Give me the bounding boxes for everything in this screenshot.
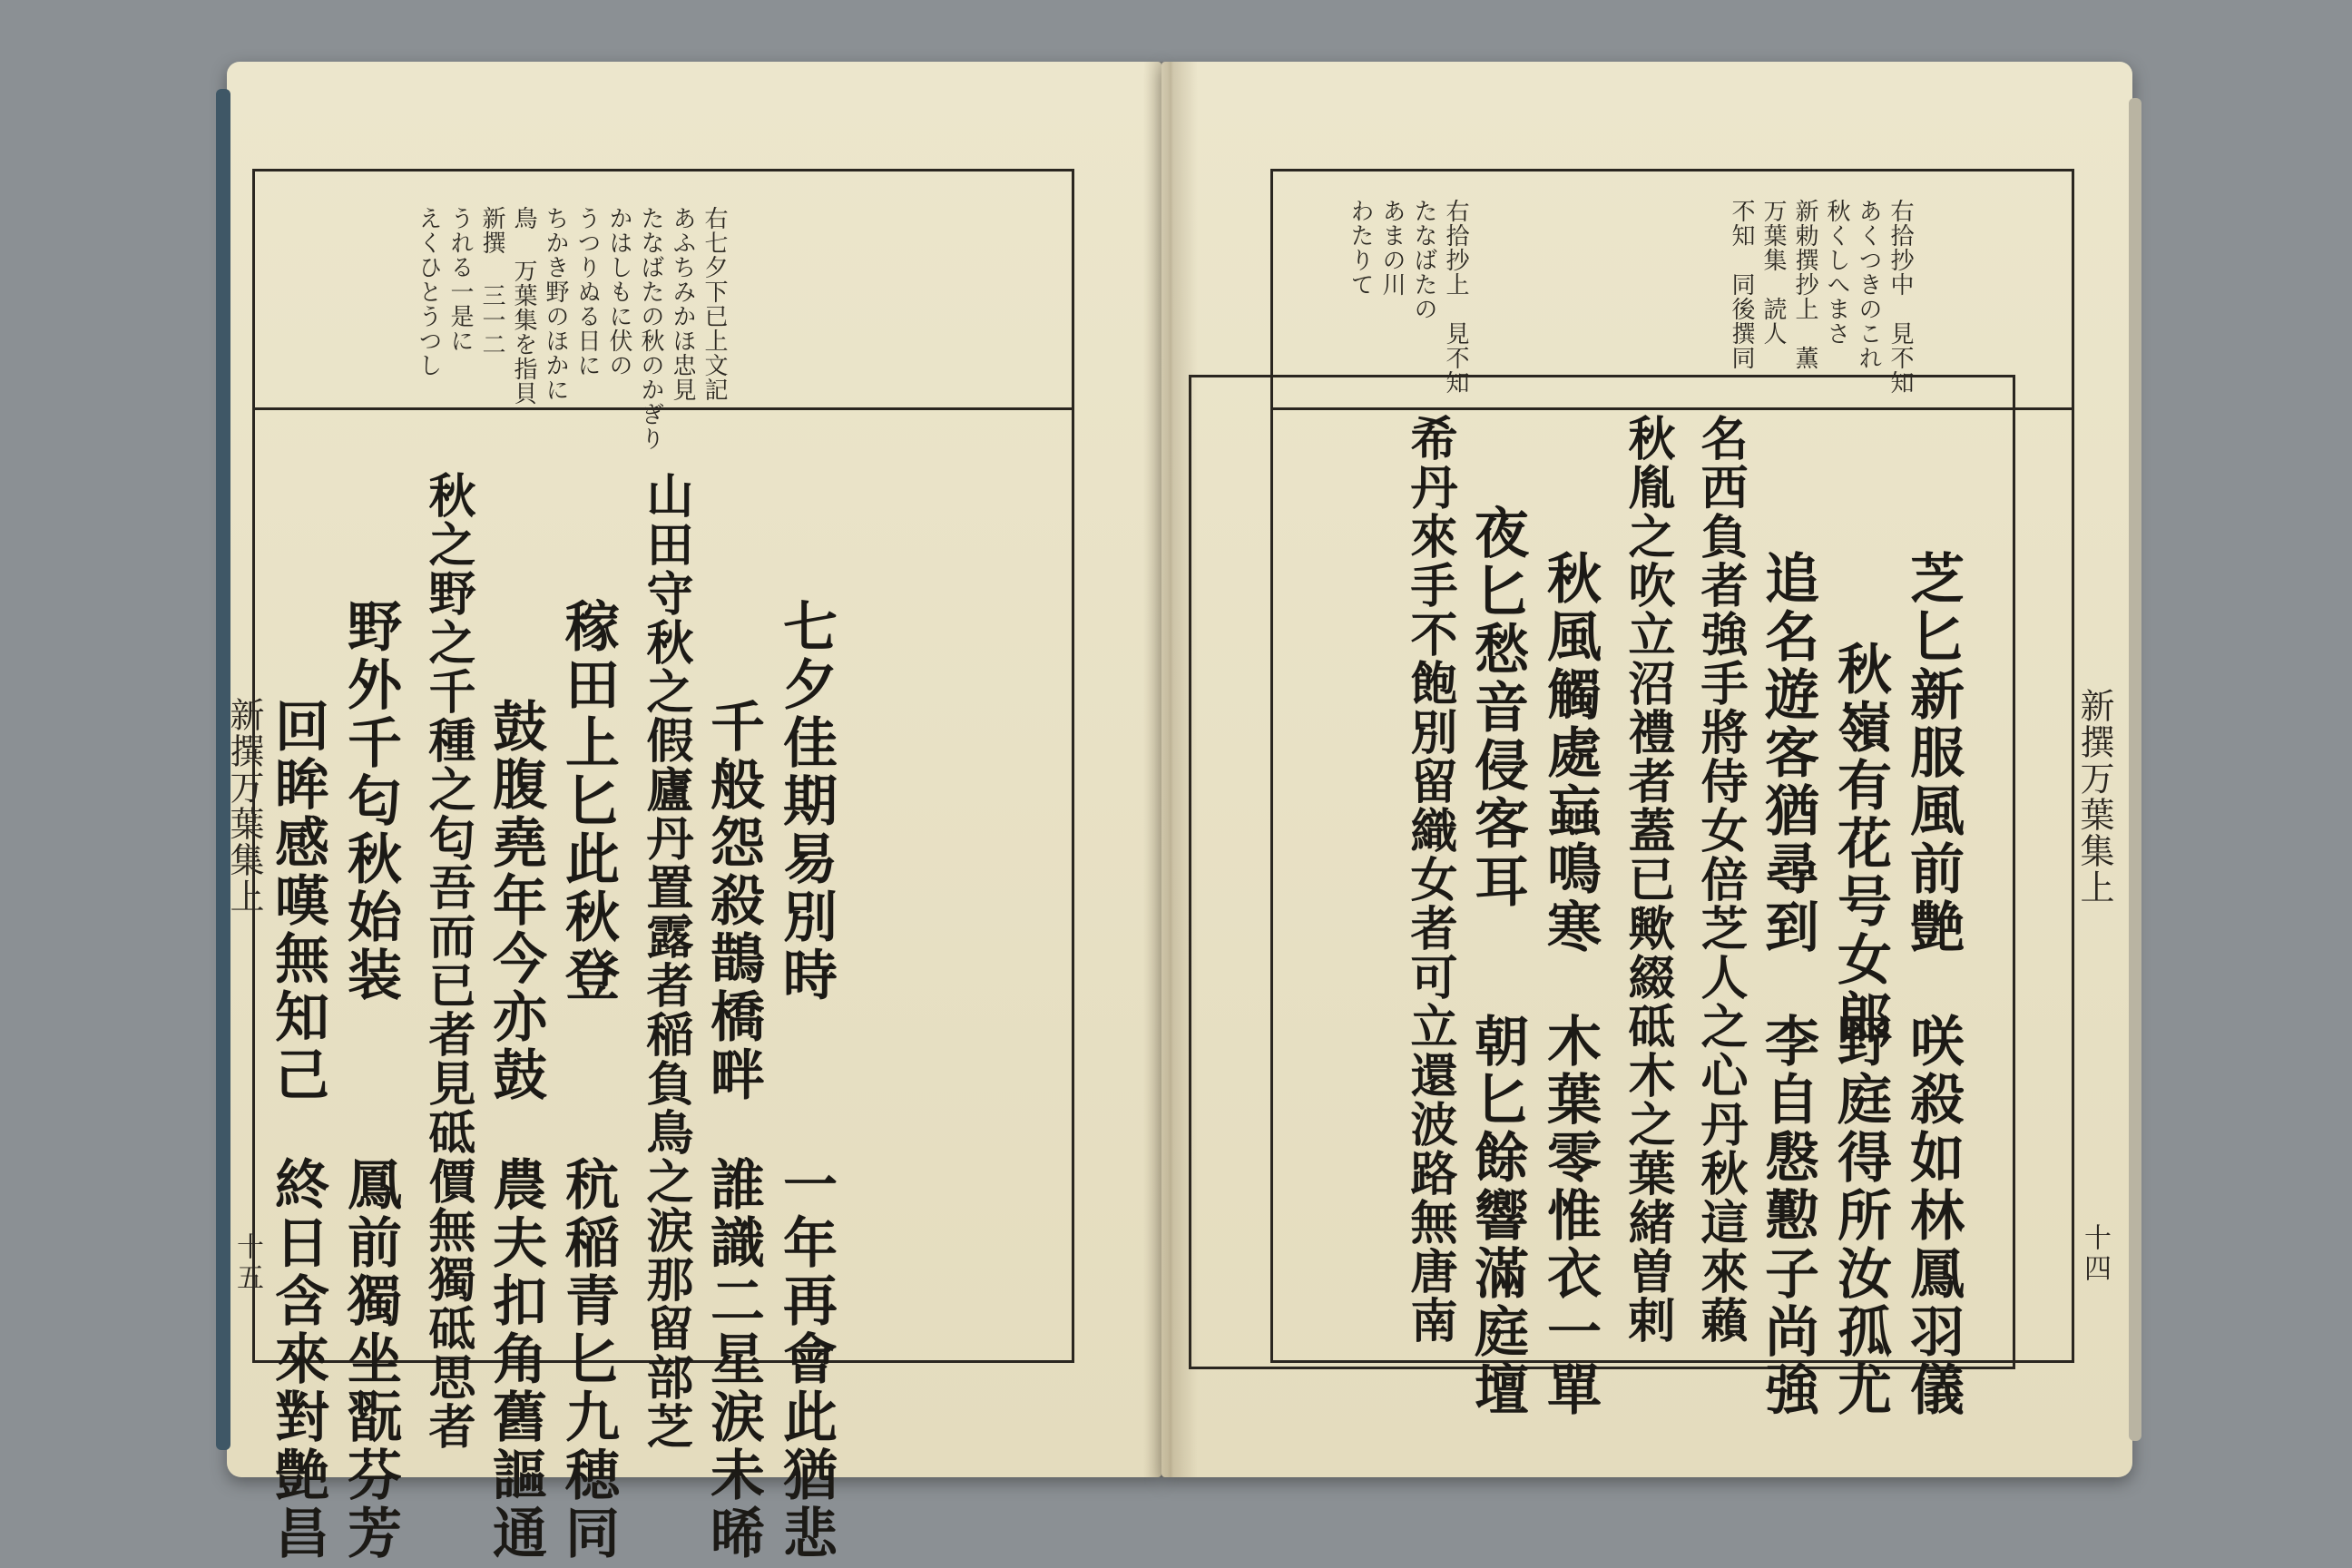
poem-column-couplet: 農夫扣角舊謳通 bbox=[484, 1156, 547, 1563]
right-page bbox=[1161, 62, 2132, 1477]
headnote-line: あくつきのこれ bbox=[1855, 199, 1882, 370]
poem-column: 稼田上匕此秋登 bbox=[556, 598, 620, 1004]
headnote-line: 万葉集 読人 bbox=[1759, 199, 1787, 346]
headnote-line: 右拾抄上 見不知 bbox=[1442, 199, 1469, 395]
poem-column-couplet: 李自慇懃子尚強 bbox=[1756, 1013, 1819, 1419]
folio-number: 十五 bbox=[231, 1232, 263, 1294]
poem-column: 名西負者強手將侍女倍芝人之心丹秋這來藾 bbox=[1692, 414, 1748, 1345]
right-text-box bbox=[1189, 375, 2015, 1419]
left-headnote-area bbox=[255, 172, 1072, 451]
headnote-line: かはしもに伏の bbox=[605, 206, 632, 377]
poem-column: 希丹來手不飽別留織女者可立還波路無唐南 bbox=[1402, 414, 1457, 1345]
poem-column-couplet: 鳳前獨坐翫芬芳 bbox=[338, 1156, 402, 1563]
poem-column: 秋之野之千種之匂吾而已者見砥價無獨砥思者 bbox=[420, 471, 475, 1451]
poem-column-couplet: 一年再會此猶悲 bbox=[774, 1156, 838, 1563]
poem-column: 秋風觸處蝱鳴寒 bbox=[1538, 550, 1602, 956]
poem-column: 芝匕新服風前艶 bbox=[1901, 550, 1965, 956]
book-cover-edge-right bbox=[2129, 98, 2141, 1441]
poem-column-couplet: 朝匕餘響滿庭壇 bbox=[1465, 1013, 1529, 1419]
headnote-line: たなばたの bbox=[1410, 199, 1437, 321]
poem-column: 山田守秋之假廬丹置露者稲負鳥之涙那留部芝 bbox=[638, 471, 693, 1451]
book-gutter bbox=[1143, 62, 1198, 1477]
poem-column-couplet: 秔稲青匕九穂同 bbox=[556, 1156, 620, 1563]
headnote-line: うつりぬる日に bbox=[573, 206, 601, 377]
poem-column: 追名遊客猶尋到 bbox=[1756, 550, 1819, 956]
headnote-line: 秋くしへまさ bbox=[1823, 199, 1850, 346]
poem-column: 回眸感嘆無知己 bbox=[266, 698, 329, 1104]
poem-column: 野外千匂秋始装 bbox=[338, 598, 402, 1004]
left-page bbox=[224, 62, 1161, 1563]
poem-column-couplet: 終日含來對艶昌 bbox=[266, 1156, 329, 1563]
headnote-line: あふちみかほ忠見 bbox=[669, 206, 696, 402]
poem-column-couplet: 咲殺如林鳳羽儀 bbox=[1901, 1013, 1965, 1419]
headnote-line: 新勅撰抄上 薫 bbox=[1791, 199, 1818, 370]
margin-title: 新撰万葉集上 bbox=[2074, 688, 2114, 906]
headnote-line: えくひとうつし bbox=[415, 206, 442, 377]
headnote-line: 鳥 万葉集を指貝 bbox=[510, 206, 537, 406]
margin-title: 新撰万葉集上 bbox=[224, 697, 264, 915]
headnote-line: たなばたの秋のかぎり bbox=[637, 206, 664, 451]
poem-column: 七夕佳期易別時 bbox=[774, 598, 838, 1004]
poem-column: 鼓腹堯年今亦鼓 bbox=[484, 698, 547, 1104]
poem-column: 千般怨殺鵲橋畔 bbox=[701, 698, 765, 1104]
folio-number: 十四 bbox=[2079, 1223, 2111, 1285]
headnote-line: ちかき野のほかに bbox=[542, 206, 569, 402]
poem-column-couplet: 誰識二星涙未晞 bbox=[701, 1156, 765, 1563]
headnote-line: 不知 同後撰同 bbox=[1728, 199, 1755, 370]
headnote-line: わたりて bbox=[1347, 199, 1374, 297]
headnote-line: 右七夕下已上文記 bbox=[701, 206, 728, 402]
poem-column-couplet: 野庭得所汝孤尤 bbox=[1828, 1013, 1892, 1419]
poem-column-couplet: 木葉零惟衣一單 bbox=[1538, 1013, 1602, 1419]
poem-column: 夜匕愁音侵客耳 bbox=[1465, 505, 1529, 911]
headnote-line: うれる一是に bbox=[446, 206, 474, 353]
headnote-line: 右拾抄中 見不知 bbox=[1886, 199, 1914, 395]
headnote-line: あまの川 bbox=[1378, 199, 1406, 297]
poem-column: 秋嶺有花号女郎 bbox=[1828, 641, 1892, 1047]
left-page-frame bbox=[252, 169, 1074, 1563]
open-book bbox=[224, 62, 2132, 1563]
headnote-line: 新撰 三一二 bbox=[478, 206, 505, 357]
poem-column: 秋胤之吹立沼禮者蓋已歟綴砥木之葉緒曽剌 bbox=[1620, 414, 1675, 1345]
